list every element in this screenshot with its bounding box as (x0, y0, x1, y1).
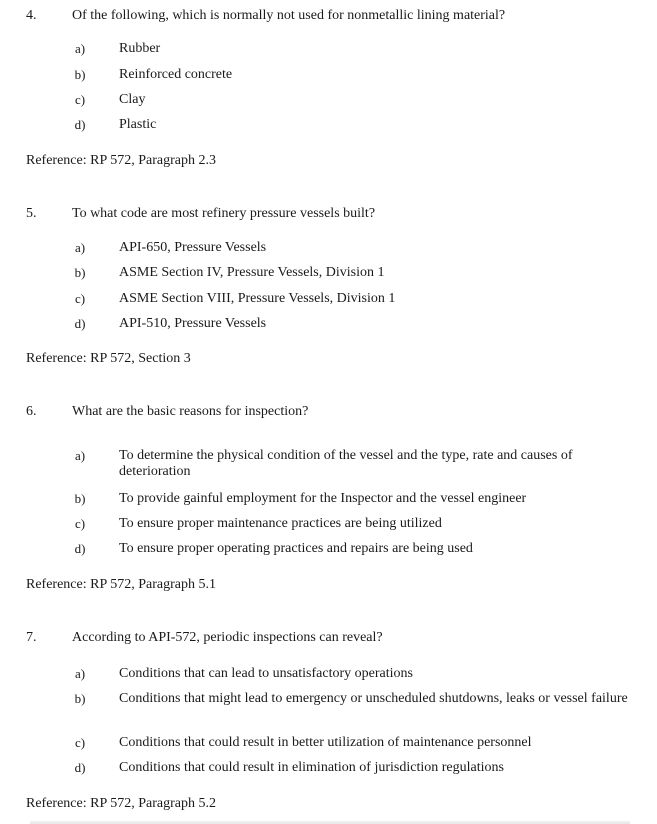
question-text: According to API-572, periodic inspections can reveal? (72, 630, 383, 645)
option-text: To provide gainful employment for the Inspector and the vessel engineer (119, 491, 527, 506)
option-text: Conditions that could result in better utilization of maintenance personnel (119, 735, 532, 750)
question-number: 7. (26, 630, 37, 645)
reference-text: Reference: RP 572, Paragraph 5.1 (26, 577, 216, 592)
option-label: b) (74, 67, 86, 82)
option-label: d) (74, 117, 86, 132)
option-label: c) (74, 92, 86, 107)
option-text: API-650, Pressure Vessels (119, 240, 267, 255)
option-label: c) (74, 291, 86, 306)
option-text: Conditions that might lead to emergency or unscheduled shutdowns, leaks or vessel failure (119, 691, 628, 706)
option-label: d) (74, 316, 86, 331)
option-label: a) (74, 448, 86, 463)
option-label: c) (74, 516, 86, 531)
option-text: Conditions that could result in elimination of jurisdiction regulations (119, 760, 504, 775)
option-text: To ensure proper operating practices and repairs are being used (119, 541, 473, 556)
option-label: c) (74, 735, 86, 750)
option-label: b) (74, 491, 86, 506)
reference-text: Reference: RP 572, Paragraph 2.3 (26, 153, 216, 168)
question-number: 5. (26, 206, 37, 221)
option-text: Plastic (119, 117, 157, 132)
option-label: b) (74, 265, 86, 280)
option-text: Conditions that can lead to unsatisfactory operations (119, 666, 413, 681)
reference-text: Reference: RP 572, Paragraph 5.2 (26, 796, 216, 811)
option-text: Clay (119, 92, 146, 107)
option-text: Rubber (119, 41, 161, 56)
option-label: d) (74, 541, 86, 556)
option-text: To ensure proper maintenance practices are being utilized (119, 516, 442, 531)
option-label: a) (74, 240, 86, 255)
reference-text: Reference: RP 572, Section 3 (26, 351, 191, 366)
question-text: Of the following, which is normally not used for nonmetallic lining material? (72, 8, 506, 23)
option-text: Reinforced concrete (119, 67, 233, 82)
option-label: a) (74, 666, 86, 681)
question-text: To what code are most refinery pressure vessels built? (72, 206, 376, 221)
option-text: ASME Section IV, Pressure Vessels, Division 1 (119, 265, 385, 280)
question-number: 6. (26, 404, 37, 419)
option-label: b) (74, 691, 86, 706)
option-text: API-510, Pressure Vessels (119, 316, 267, 331)
option-label: d) (74, 760, 86, 775)
option-label: a) (74, 41, 86, 56)
question-number: 4. (26, 8, 37, 23)
option-text: ASME Section VIII, Pressure Vessels, Division 1 (119, 291, 396, 306)
option-text: To determine the physical condition of the vessel and the type, rate and causes of deterioration (119, 448, 573, 479)
question-text: What are the basic reasons for inspection? (72, 404, 309, 419)
